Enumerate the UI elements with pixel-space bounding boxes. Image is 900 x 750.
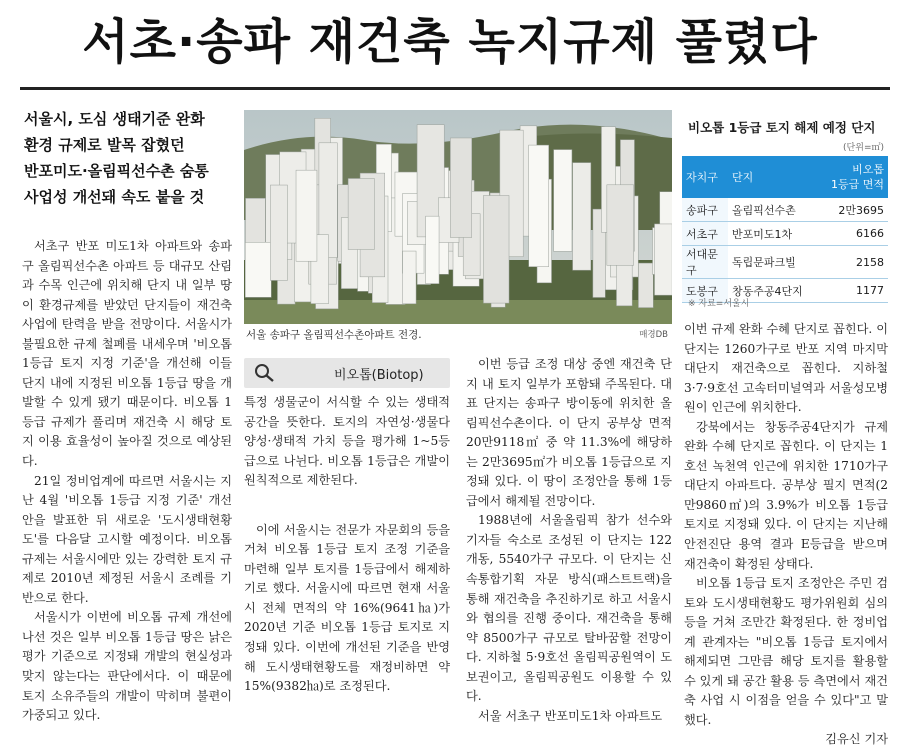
article-column-3 <box>466 355 672 726</box>
apartment-building <box>403 251 416 304</box>
cell-area: 6166 <box>818 222 888 246</box>
biotop-table-box <box>680 110 890 316</box>
info-box-biotop <box>244 358 450 388</box>
header-cell <box>818 156 888 198</box>
apartment-building <box>554 150 572 252</box>
cell-area: 1177 <box>818 279 888 303</box>
apartment-building <box>529 145 549 267</box>
table-row <box>682 222 888 246</box>
cell-complex: 독립문파크빌 <box>728 246 818 279</box>
info-box-label: 비오톱(Biotop) <box>334 368 424 383</box>
header-cell: 단지 <box>728 156 818 198</box>
apartment-building <box>607 185 634 265</box>
byline: 김유신 기자 <box>825 732 888 747</box>
photo-credit: 매경DB <box>639 330 668 340</box>
subhead: 환경 규제로 발목 잡혔던 <box>24 136 185 154</box>
table-unit: (단위=㎡) <box>843 143 884 153</box>
table-source-note: ※ 자료=서울시 <box>688 299 750 309</box>
cell-district: 도봉구 <box>682 279 728 303</box>
apartment-building <box>638 263 653 308</box>
search-icon <box>254 363 276 387</box>
subheads <box>24 106 229 210</box>
paragraph: 21일 정비업계에 따르면 서울시는 지난 4월 '비오톱 1등급 지정 기준' 개선안을 발표한 뒤 새로운 '도시생태현황도'를 다음달 고시할 예정이다. 비오톱 규제는 서울시에만 있는 강력한 토지 규제로 2010년 제정된 서울시 조례를 기반으로 한다. <box>22 473 232 605</box>
paragraph: 서초구 반포 미도1차 아파트와 송파구 올림픽선수촌 아파트 등 대규모 산림과 수목 인근에 위치해 단지 내 일부 땅이 환경규제를 받았던 단지들이 재건축 사업에 탄력을 받을 전망이다. 서울시가 불필요한 규제 철폐를 내세우며 '비오톱 1등급 토지 지정 기준'을 개선해 이들 단지 내에 지정된 비오톱 1등급 땅을 개발할 수 있게 됐기 때문이다. 비오톱 1등급 규제가 풀리며 재건축 시 해당 토지 이용 효율성이 높아질 것으로 예상된다. <box>22 239 232 469</box>
cell-district: 송파구 <box>682 198 728 222</box>
headline-rule <box>20 87 890 90</box>
header-line: 비오톱 <box>852 163 884 176</box>
article-column-1 <box>22 237 232 726</box>
article-column-2 <box>244 393 450 697</box>
biotop-table <box>682 156 888 303</box>
apartment-building <box>654 224 672 295</box>
table-row <box>682 198 888 222</box>
paragraph: 서울시가 이번에 비오톱 규제 개선에 나선 것은 일부 비오톱 1등급 땅은 낡은 평가 기준으로 지정돼 개발의 현실성과 맞지 않는다는 판단에서다. 이 때문에 토지 소유주들의 개발이 막히며 불편이 가중되고 있다. <box>22 610 232 723</box>
header-cell: 자치구 <box>682 156 728 198</box>
paragraph: 강북에서는 창동주공4단지가 규제 완화 수혜 단지로 꼽힌다. 이 단지는 1호선 녹천역 인근에 위치한 1710가구 대단지 아파트다. 공부상 필지 면적(2만9860㎡)의 3.9%가 비오톱 1등급 토지로 지정돼 있다. 이 단지는 지난해 안전진단 용역 결과 E등급을 받으며 재건축이 확정된 상태다. <box>684 419 888 571</box>
paragraph: 1988년에 서울올림픽 참가 선수와 기자들 숙소로 조성된 이 단지는 122개동, 5540가구 규모다. 이 단지는 신속통합기획 자문 방식(패스트트랙)을 통해 재건축을 추진하기로 하고 서울시와 협의를 진행 중이다. 재건축을 통해 약 8500가구 규모로 탈바꿈할 전망이다. 지하철 5·9호선 올림픽공원역이 도보권이고, 올림픽공원도 이용할 수 있다. <box>466 513 672 704</box>
cell-district: 서대문구 <box>682 246 728 279</box>
cell-area: 2158 <box>818 246 888 279</box>
subhead: 반포미도·올림픽선수촌 숨통 <box>24 162 209 180</box>
apartment-building <box>573 163 591 271</box>
paragraph: 이번 규제 완화 수혜 단지로 꼽힌다. 이 단지는 1260가구로 반포 지역 마지막 대단지 재건축으로 꼽힌다. 지하철 3·7·9호선 고속터미널역과 서울성모병원이 인근에 위치한다. <box>684 322 888 415</box>
headline: 서초·송파 재건축 녹지규제 풀렸다 <box>82 14 818 70</box>
cell-district: 서초구 <box>682 222 728 246</box>
paragraph: 서울 서초구 반포미도1차 아파트도 <box>478 708 663 723</box>
table-row <box>682 246 888 279</box>
paragraph: 비오톱 1등급 토지 조정안은 주민 검토와 도시생태현황도 평가위원회 심의 등을 거쳐 조만간 확정된다. 한 정비업계 관계자는 "비오톱 1등급 토지에서 해제되면 그만큼 해당 토지를 활용할 수 있게 돼 공간 활용 등 측면에서 재건축 사업 시 이점을 얻을 수 있다"고 말했다. <box>684 576 888 727</box>
header-line: 1등급 면적 <box>831 178 884 191</box>
apartment-photo <box>244 110 672 324</box>
table-title: 비오톱 1등급 토지 해제 예정 단지 <box>688 120 876 135</box>
apartment-building <box>245 242 271 297</box>
apartment-building <box>450 138 471 237</box>
paragraph: 이번 등급 조정 대상 중엔 재건축 단지 내 토지 일부가 포함돼 주목된다. 대표 단지는 송파구 방이동에 위치한 올림픽선수촌이다. 이 단지 공부상 면적 20만9118㎡ 중 약 11.3%에 해당하는 2만3695㎡가 비오톱 1등급으로 지정돼 있다. 이 땅이 조정안을 통해 1등급에서 해제될 전망이다. <box>466 357 672 508</box>
photo-caption <box>244 326 672 344</box>
article-column-4 <box>684 320 888 750</box>
subhead: 사업성 개선돼 속도 붙을 것 <box>24 188 205 206</box>
table-header-row <box>682 156 888 198</box>
apartment-photo-illustration <box>244 110 672 324</box>
apartment-building <box>483 195 509 303</box>
caption-text: 서울 송파구 올림픽선수촌아파트 전경. <box>246 329 422 341</box>
cell-complex: 창동주공4단지 <box>728 279 818 303</box>
cell-complex: 반포미도1차 <box>728 222 818 246</box>
cell-complex: 올림픽선수촌 <box>728 198 818 222</box>
subhead: 서울시, 도심 생태기준 완화 <box>24 110 205 128</box>
apartment-building <box>296 170 317 261</box>
cell-area: 2만3695 <box>818 198 888 222</box>
paragraph: 특정 생물군이 서식할 수 있는 생태적 공간을 뜻한다. 토지의 자연성·생물다양성·생태적 가치 등을 평가해 1~5등급으로 나뉜다. 비오톱 1등급은 개발이 원칙적으로 제한된다. <box>244 395 450 488</box>
apartment-building <box>426 216 439 283</box>
apartment-building <box>270 185 287 280</box>
paragraph: 이에 서울시는 전문가 자문회의 등을 거쳐 비오톱 1등급 토지 조정 기준을 마련해 일부 토지를 1등급에서 해제하기로 했다. 서울시에 따르면 현재 서울시 전체 면적의 약 16%(9641㏊)가 2020년 기준 비오톱 1등급 토지로 지정돼 있다. 이번에 개선된 기준을 반영해 도시생태현황도를 재정비하면 약 15%(9382㏊)로 조정된다. <box>244 522 450 694</box>
apartment-building <box>348 178 374 249</box>
